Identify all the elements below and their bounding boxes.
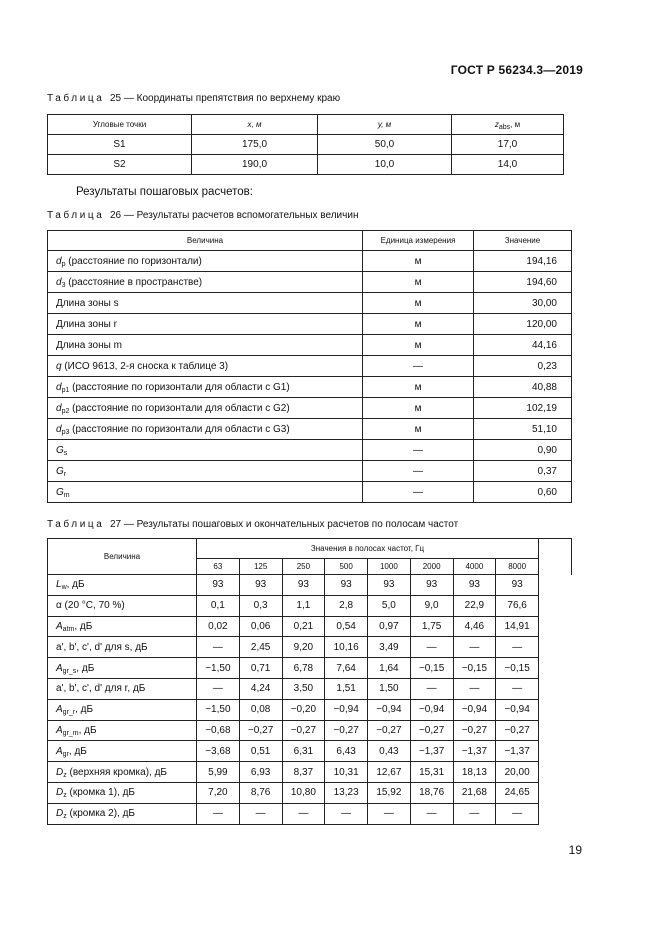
table-27-header-band: 63 [197,559,240,575]
table-27-cell-value: 10,16 [325,637,368,658]
table-25-cell-x: 175,0 [192,135,318,155]
table-26-quantity-symbol: d [56,381,62,393]
table-27-cell-value: 93 [453,575,496,596]
table-27-cell-value: 76,6 [496,595,539,616]
table-27-cell-value: −0,15 [410,658,453,679]
table-27-quantity-description: , дБ [76,662,95,674]
table-27-cell-value: 93 [496,575,539,596]
table-27-cell-value: −0,27 [368,720,411,741]
table-27-cell-value: 1,50 [368,678,411,699]
table-27-cell-value: 6,43 [325,741,368,762]
table-27-cell-quantity [48,575,197,596]
table-27-cell-value: −0,94 [368,699,411,720]
table-row [48,575,572,596]
table-row [48,616,572,637]
table-27-cell-value: 93 [325,575,368,596]
table-row [48,398,572,419]
table-26-cell-quantity [48,335,363,356]
table-27-cell-value: 6,78 [282,658,325,679]
table-26-quantity-symbol: G [56,444,64,456]
table-27-quantity-description: a', b', c', d' для s, дБ [56,641,148,653]
table-26-cell-quantity [48,482,363,503]
table-26-cell-unit: м [363,398,474,419]
table-27-cell-quantity [48,762,197,783]
table-27-cell-value: 7,20 [197,782,240,803]
table-27-cell-value: −0,94 [325,699,368,720]
table-27-cell-value: 0,08 [239,699,282,720]
table-26-cell-quantity [48,461,363,482]
table-27-cell-value: 0,21 [282,616,325,637]
table-26-cell-unit: м [363,314,474,335]
table-row [48,335,572,356]
table-27-cell-value: — [410,678,453,699]
table-27-cell-value: — [410,637,453,658]
table-27-quantity-symbol: D [56,808,64,820]
table-27-caption [47,519,458,530]
table-27-cell-value: −1,37 [410,741,453,762]
table-25-cell-z: 14,0 [452,155,564,175]
table-27-quantity-symbol: A [56,745,63,757]
table-27-cell-value: 0,43 [368,741,411,762]
table-27-cell-value: — [282,803,325,824]
table-27-cell-quantity [48,616,197,637]
table-27-cell-value: 18,13 [453,762,496,783]
table-26-cell-quantity [48,272,363,293]
table-26-quantity-subscript: s [63,449,68,457]
table-27-cell-value: 8,76 [239,782,282,803]
table-26-header-unit: Единица измерения [363,231,474,251]
table-27-header-row-1 [48,539,572,559]
table-27-cell-quantity [48,782,197,803]
table-27-cell-value: 1,1 [282,595,325,616]
table-27-quantity-symbol: D [56,766,64,778]
table-26-quantity-subscript: m [63,491,70,499]
table-27-quantity-description: (кромка 2), дБ [66,808,135,820]
table-25-header-y: y, м [318,115,452,135]
table-27-cell-value: — [453,637,496,658]
table-26-cell-unit: м [363,272,474,293]
table-25-title: 25 — Координаты препятствия по верхнему краю [109,93,341,104]
table-26-cell-quantity [48,377,363,398]
table-27-cell-value: −0,27 [496,720,539,741]
table-row [48,293,572,314]
table-27-quantity-symbol: L [56,579,62,591]
table-27-quantity-description: , дБ [68,745,87,757]
table-27-cell-quantity [48,678,197,699]
table-27-cell-value: −1,37 [496,741,539,762]
table-27-cell-value: — [496,637,539,658]
table-26-quantity-subscript: p3 [61,428,70,436]
table-26-cell-value: 30,00 [474,293,572,314]
table-27-cell-value: 1,75 [410,616,453,637]
table-25-cell-z: 17,0 [452,135,564,155]
table-27-cell-value: −0,27 [453,720,496,741]
table-27-quantity-symbol: A [56,724,63,736]
table-27-title: 27 — Результаты пошаговых и окончательных расчетов по полосам частот [109,519,459,530]
table-27-quantity-description: a', b', c', d' для r, дБ [56,683,146,695]
table-25-header-row [48,115,564,135]
table-27-cell-value: — [368,803,411,824]
table-27-cell-value: 93 [197,575,240,596]
table-27-cell-value: −1,50 [197,699,240,720]
table-25-header-x: x, м [192,115,318,135]
table-row [48,251,572,272]
table-27-cell-value: 10,80 [282,782,325,803]
table-27-cell-value: 3,49 [368,637,411,658]
table-27-header-band: 8000 [496,559,539,575]
page-number: 19 [568,843,582,857]
table-27-quantity-subscript: z [63,792,67,800]
table-27-quantity-subscript: gr_m [62,729,79,737]
table-27-header-band: 4000 [453,559,496,575]
table-27-header-band: 500 [325,559,368,575]
table-26-cell-unit: м [363,335,474,356]
table-26-cell-value: 44,16 [474,335,572,356]
table-27-cell-value: −0,15 [453,658,496,679]
table-26-cell-unit: м [363,377,474,398]
table-26-cell-quantity [48,398,363,419]
table-26-header-value: Значение [474,231,572,251]
table-27-cell-value: 13,23 [325,782,368,803]
table-27-quantity-subscript: w [61,584,67,592]
table-25-header-point: Угловые точки [48,115,192,135]
table-25-cell-point: S1 [48,135,192,155]
table-26-quantity-symbol: d [56,276,62,288]
table-27-cell-quantity [48,595,197,616]
table-row [48,699,572,720]
table-26-cell-unit: м [363,251,474,272]
table-row [48,658,572,679]
table-26-quantity-symbol: G [56,465,64,477]
table-26-label: Таблица [47,210,105,221]
table-27-cell-value: — [197,803,240,824]
table-27-cell-quantity [48,803,197,824]
table-27-cell-value: −0,94 [453,699,496,720]
table-27-cell-value: −0,15 [496,658,539,679]
table-27-cell-value: — [197,637,240,658]
table-27-cell-value: 0,02 [197,616,240,637]
table-26-header-row [48,231,572,251]
table-26 [47,230,572,503]
table-27-cell-value: 0,54 [325,616,368,637]
table-26-cell-unit: м [363,419,474,440]
table-row [48,720,572,741]
table-26-cell-quantity [48,440,363,461]
table-26-cell-value: 40,88 [474,377,572,398]
table-27-cell-value: 24,65 [496,782,539,803]
table-27-header-band: 2000 [410,559,453,575]
table-27-header-band: 125 [239,559,282,575]
table-27-cell-value: 6,31 [282,741,325,762]
table-27-quantity-subscript: atm [62,625,75,633]
table-row [48,762,572,783]
table-26-cell-quantity [48,419,363,440]
table-27-quantity-subscript: z [63,771,67,779]
table-26-cell-quantity [48,314,363,335]
table-27-cell-value: 18,76 [410,782,453,803]
table-row [48,440,572,461]
table-26-quantity-description: (расстояние по горизонтали) [65,255,202,267]
table-27-cell-value: 0,71 [239,658,282,679]
table-27-header-band: 250 [282,559,325,575]
intro-text: Результаты пошаговых расчетов: [76,186,253,198]
table-27-cell-value: 14,91 [496,616,539,637]
table-25-label: Таблица [47,93,105,104]
table-26-quantity-symbol: d [56,402,62,414]
table-26-cell-quantity [48,293,363,314]
table-27-cell-value: −0,94 [496,699,539,720]
table-27-cell-value: — [325,803,368,824]
table-27-header-band: 1000 [368,559,411,575]
table-27-quantity-symbol: A [56,662,63,674]
table-26-cell-unit: — [363,356,474,377]
table-26-cell-value: 0,60 [474,482,572,503]
table-27-cell-value: −0,94 [410,699,453,720]
table-26-quantity-description: (расстояние по горизонтали для области с G2) [69,402,290,414]
table-27-quantity-description: (кромка 1), дБ [66,787,135,799]
table-27-cell-value: 6,93 [239,762,282,783]
table-26-quantity-description: (расстояние по горизонтали для области с G3) [69,423,290,435]
table-26-cell-quantity [48,251,363,272]
table-27-cell-quantity [48,637,197,658]
table-27-cell-quantity [48,699,197,720]
table-row [48,419,572,440]
table-26-quantity-description: Длина зоны m [56,339,122,351]
table-27-empty-column [539,539,572,575]
table-27-quantity-symbol: A [56,620,63,632]
table-27-cell-value: — [410,803,453,824]
table-26-quantity-symbol: G [56,486,64,498]
table-27-cell-value: 9,20 [282,637,325,658]
table-26-quantity-symbol: q [56,360,62,372]
table-row [48,678,572,699]
table-26-quantity-subscript: p1 [61,386,70,394]
table-27-quantity-description: α (20 °C, 70 %) [56,600,125,612]
table-26-quantity-symbol: d [56,423,62,435]
table-26-cell-value: 194,16 [474,251,572,272]
table-26-cell-value: 102,19 [474,398,572,419]
table-27-cell-value: −1,37 [453,741,496,762]
table-row [48,135,564,155]
table-27-cell-value: −0,27 [239,720,282,741]
table-25-cell-y: 10,0 [318,155,452,175]
table-25 [47,114,564,175]
table-27-quantity-subscript: gr [62,750,69,758]
table-row [48,595,572,616]
table-27 [47,538,572,825]
table-26-quantity-description: (ИСО 9613, 2-я сноска к таблице 3) [61,360,229,372]
table-27-cell-value: — [496,803,539,824]
table-27-cell-quantity [48,720,197,741]
table-27-quantity-subscript: z [63,813,67,821]
table-26-cell-unit: м [363,293,474,314]
table-27-quantity-description: , дБ [75,704,94,716]
table-27-quantity-subscript: gr_r [62,709,76,717]
table-27-cell-value: 22,9 [453,595,496,616]
table-25-caption [47,93,340,104]
table-26-title: 26 — Результаты расчетов вспомогательных величин [109,210,359,221]
table-25-cell-x: 190,0 [192,155,318,175]
table-27-cell-quantity [48,658,197,679]
table-27-cell-value: −0,68 [197,720,240,741]
table-row [48,272,572,293]
table-27-cell-value: 0,97 [368,616,411,637]
table-27-quantity-description: , дБ [66,579,85,591]
table-26-quantity-description: (расстояние в пространстве) [65,276,203,288]
table-26-cell-value: 51,10 [474,419,572,440]
table-26-cell-quantity [48,356,363,377]
table-27-cell-value: 21,68 [453,782,496,803]
table-25-header-z: $z_{abs}$, м [452,115,564,135]
table-27-quantity-description: (верхняя кромка), дБ [66,766,167,778]
table-27-cell-value: 93 [282,575,325,596]
table-26-cell-unit: — [363,440,474,461]
table-26-cell-value: 0,90 [474,440,572,461]
table-27-cell-value: 7,64 [325,658,368,679]
table-25-cell-y: 50,0 [318,135,452,155]
table-26-cell-unit: — [363,482,474,503]
table-27-cell-value: 1,64 [368,658,411,679]
table-27-cell-value: −0,20 [282,699,325,720]
table-27-cell-value: 9,0 [410,595,453,616]
table-27-cell-value: 10,31 [325,762,368,783]
table-row [48,155,564,175]
table-row [48,461,572,482]
table-26-quantity-description: Длина зоны s [56,297,119,309]
table-row [48,482,572,503]
table-row [48,803,572,824]
table-27-cell-value: −1,50 [197,658,240,679]
table-row [48,377,572,398]
table-27-quantity-description: , дБ [78,724,97,736]
table-27-cell-value: 5,99 [197,762,240,783]
table-27-cell-value: 4,24 [239,678,282,699]
table-27-cell-value: −3,68 [197,741,240,762]
table-27-cell-value: — [453,803,496,824]
table-27-quantity-symbol: D [56,787,64,799]
table-27-cell-value: −0,27 [410,720,453,741]
table-27-header-quantity: Величина [48,539,197,575]
table-27-cell-value: 0,3 [239,595,282,616]
table-27-cell-value: 15,92 [368,782,411,803]
table-26-cell-value: 194,60 [474,272,572,293]
table-row [48,782,572,803]
table-27-cell-value: 2,8 [325,595,368,616]
table-27-cell-value: 2,45 [239,637,282,658]
table-27-cell-value: 3,50 [282,678,325,699]
table-27-cell-value: — [453,678,496,699]
table-27-cell-value: — [239,803,282,824]
table-27-cell-quantity [48,741,197,762]
table-27-cell-value: 15,31 [410,762,453,783]
table-27-cell-value: 12,67 [368,762,411,783]
table-26-header-quantity: Величина [48,231,363,251]
table-27-cell-value: −0,27 [325,720,368,741]
table-row [48,356,572,377]
table-27-cell-value: 8,37 [282,762,325,783]
table-27-cell-value: — [197,678,240,699]
table-27-label: Таблица [47,519,105,530]
document-code: ГОСТ Р 56234.3—2019 [450,63,583,77]
table-row [48,741,572,762]
table-27-quantity-symbol: A [56,704,63,716]
table-26-caption [47,210,358,221]
table-26-quantity-subscript: p2 [61,407,70,415]
table-27-cell-value: 1,51 [325,678,368,699]
table-26-cell-unit: — [363,461,474,482]
table-27-cell-value: 4,46 [453,616,496,637]
table-26-quantity-symbol: d [56,255,62,267]
table-27-cell-value: 0,51 [239,741,282,762]
table-27-header-bands-title: Значения в полосах частот, Гц [197,539,539,559]
table-26-quantity-subscript: 3 [61,281,66,289]
table-27-cell-value: −0,27 [282,720,325,741]
table-26-cell-value: 0,37 [474,461,572,482]
table-27-cell-value: 0,06 [239,616,282,637]
table-27-quantity-description: , дБ [74,620,93,632]
table-26-quantity-subscript: p [61,260,66,268]
table-27-cell-value: 93 [239,575,282,596]
table-27-cell-value: 5,0 [368,595,411,616]
table-26-cell-value: 0,23 [474,356,572,377]
table-26-quantity-description: Длина зоны r [56,318,117,330]
table-row [48,314,572,335]
table-27-cell-value: 93 [410,575,453,596]
table-27-cell-value: 93 [368,575,411,596]
table-26-cell-value: 120,00 [474,314,572,335]
table-27-cell-value: — [496,678,539,699]
table-26-quantity-description: (расстояние по горизонтали для области с G1) [69,381,290,393]
table-26-quantity-subscript: r [63,470,67,478]
table-row [48,637,572,658]
table-27-cell-value: 20,00 [496,762,539,783]
table-27-cell-value: 0,1 [197,595,240,616]
table-25-cell-point: S2 [48,155,192,175]
table-27-quantity-subscript: gr_s [62,667,77,675]
